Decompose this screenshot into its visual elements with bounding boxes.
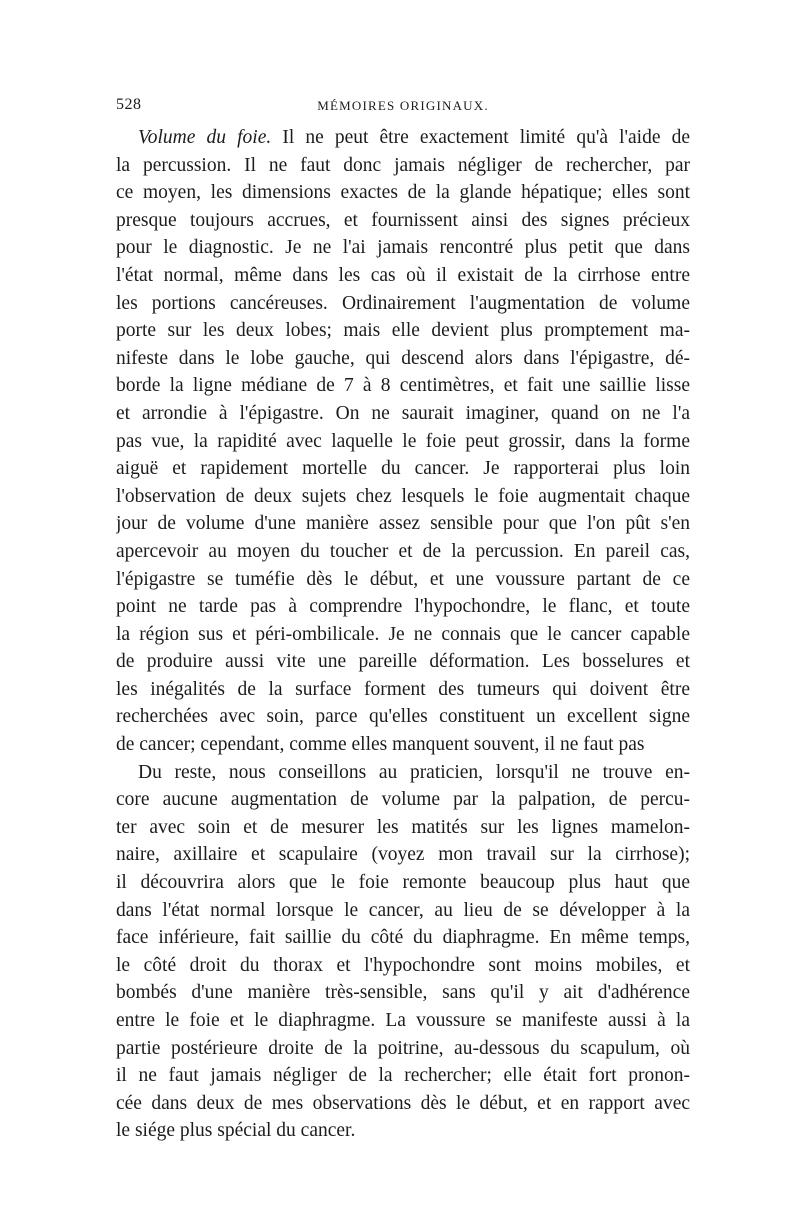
page-number: 528 <box>116 96 142 113</box>
paragraph-2-line: core aucune augmentation de volume par la palpation, de percu- <box>116 789 690 811</box>
paragraph-1-line: jour de volume d'une manière assez sensible pour que l'on pût s'en <box>116 513 690 535</box>
paragraph-1-last-line: de cancer; cependant, comme elles manquent souvent, il ne faut pas <box>116 734 645 756</box>
running-title: MÉMOIRES ORIGINAUX. <box>317 98 489 113</box>
paragraph-1-line: l'observation de deux sujets chez lesquels le foie augmentait chaque <box>116 485 690 507</box>
paragraph-2-line: il ne faut jamais négliger de la rechercher; elle était fort pronon- <box>116 1065 690 1087</box>
paragraph-1-line: la région sus et péri-ombilicale. Je ne connais que le cancer capable <box>116 623 690 645</box>
paragraph-1-line: et arrondie à l'épigastre. On ne saurait imaginer, quand on ne l'a <box>116 402 690 424</box>
paragraph-1-line: presque toujours accrues, et fournissent ainsi des signes précieux <box>116 209 690 231</box>
paragraph-1-line: les portions cancéreuses. Ordinairement l'augmentation de volume <box>116 292 690 314</box>
paragraph-1-line: l'épigastre se tuméfie dès le début, et une voussure partant de ce <box>116 568 690 590</box>
paragraph-1-line: borde la ligne médiane de 7 à 8 centimètres, et fait une saillie lisse <box>116 375 690 397</box>
paragraph-2-last-line: le siége plus spécial du cancer. <box>116 1120 356 1142</box>
paragraph-2-line: dans l'état normal lorsque le cancer, au lieu de se développer à la <box>116 899 690 921</box>
paragraph-2-line: le côté droit du thorax et l'hypochondre sont moins mobiles, et <box>116 954 690 976</box>
paragraph-1-line: l'état normal, même dans les cas où il existait de la cirrhose entre <box>116 264 690 286</box>
paragraph-2-line: entre le foie et le diaphragme. La voussure se manifeste aussi à la <box>116 1010 690 1031</box>
paragraph-1-line-1 <box>116 124 690 152</box>
paragraph-1-line: la percussion. Il ne faut donc jamais négliger de rechercher, par <box>116 154 690 176</box>
section-lead-italic: Volume du foie. <box>138 127 272 148</box>
paragraph-2-line: cée dans deux de mes observations dès le début, et en rapport avec <box>116 1092 690 1114</box>
paragraph-2-line: Du reste, nous conseillons au praticien, lorsqu'il ne trouve en- <box>138 761 690 783</box>
paragraph-1-line: nifeste dans le lobe gauche, qui descend alors dans l'épigastre, dé- <box>116 347 690 369</box>
paragraph-1-line: les inégalités de la surface forment des tumeurs qui doivent être <box>116 678 690 700</box>
paragraph-2-line: partie postérieure droite de la poitrine, au-dessous du scapulum, où <box>116 1037 690 1059</box>
paragraph-2-line: face inférieure, fait saillie du côté du diaphragme. En même temps, <box>116 927 690 949</box>
body-text <box>116 124 690 1145</box>
paragraph-1-line: de produire aussi vite une pareille déformation. Les bosselures et <box>116 651 690 673</box>
paragraph-2-line: bombés d'une manière très-sensible, sans qu'il y ait d'adhérence <box>116 982 690 1004</box>
paragraph-1-line: aiguë et rapidement mortelle du cancer. Je rapporterai plus loin <box>116 458 690 480</box>
paragraph-1-line: pas vue, la rapidité avec laquelle le foie peut grossir, dans la forme <box>116 430 690 452</box>
paragraph-1-line: point ne tarde pas à comprendre l'hypochondre, le flanc, et toute <box>116 596 690 618</box>
paragraph-2-line: il découvrira alors que le foie remonte beaucoup plus haut que <box>116 872 690 894</box>
paragraph-1-line: pour le diagnostic. Je ne l'ai jamais rencontré plus petit que dans <box>116 237 690 259</box>
paragraph-1-line: recherchées avec soin, parce qu'elles constituent un excellent signe <box>116 706 690 728</box>
running-head <box>116 96 690 118</box>
paragraph-1-lead-text: Il ne peut être exactement limité qu'à l'aide de <box>271 127 690 148</box>
paragraph-1-line: ce moyen, les dimensions exactes de la glande hépatique; elles sont <box>116 182 690 204</box>
paragraph-1-line: apercevoir au moyen du toucher et de la percussion. En pareil cas, <box>116 540 690 562</box>
paragraph-2-line: ter avec soin et de mesurer les matités sur les lignes mamelon- <box>116 816 690 838</box>
paragraph-1-line: porte sur les deux lobes; mais elle devient plus promptement ma- <box>116 320 690 342</box>
paragraph-2-line: naire, axillaire et scapulaire (voyez mon travail sur la cirrhose); <box>116 844 690 866</box>
